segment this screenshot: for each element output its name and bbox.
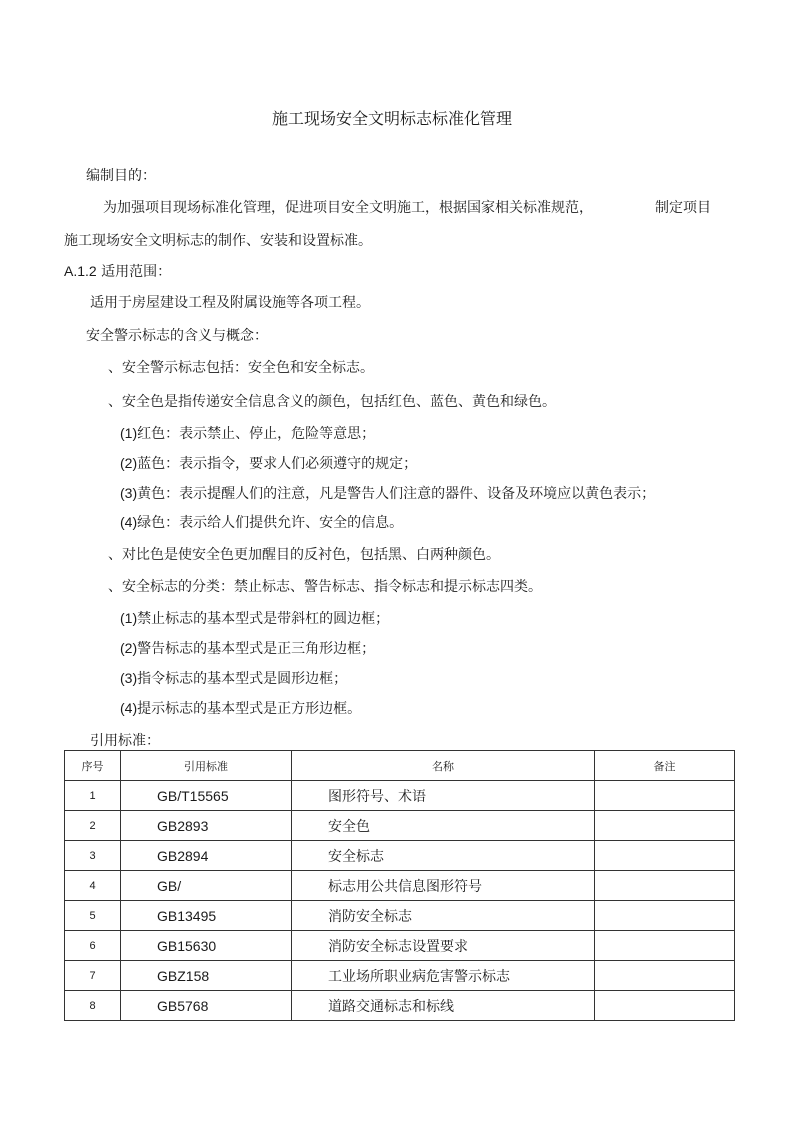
standard-name: 消防安全标志 — [292, 901, 595, 931]
contrast-item: 、对比色是使安全色更加醒目的反衬色，包括黑、白两种颜色。 — [108, 547, 500, 563]
standard-code: GB13495 — [121, 901, 292, 931]
color-item-blue: (2)蓝色：表示指令，要求人们必须遵守的规定； — [120, 455, 418, 472]
shape-item-warning: (2)警告标志的基本型式是正三角形边框； — [120, 640, 376, 657]
document-title: 施工现场安全文明标志标准化管理 — [272, 109, 513, 128]
standard-code: GBZ158 — [121, 961, 292, 991]
remarks-cell — [595, 991, 735, 1021]
standard-code: GB5768 — [121, 991, 292, 1021]
header-name: 名称 — [292, 751, 595, 781]
shape-item-mandatory: (3)指令标志的基本型式是圆形边框； — [120, 670, 348, 687]
table-row — [65, 901, 735, 931]
standard-name: 图形符号、术语 — [292, 781, 595, 811]
purpose-text-line1-end: 制定项目 — [655, 200, 711, 216]
standard-name: 安全标志 — [292, 841, 595, 871]
standard-name: 道路交通标志和标线 — [292, 991, 595, 1021]
remarks-cell — [595, 931, 735, 961]
remarks-cell — [595, 961, 735, 991]
standard-code: GB2893 — [121, 811, 292, 841]
concept-heading: 安全警示标志的含义与概念： — [86, 328, 268, 344]
purpose-text-line2: 施工现场安全文明标志的制作、安装和设置标准。 — [64, 233, 372, 249]
purpose-heading: 编制目的： — [86, 168, 156, 184]
row-index: 8 — [65, 991, 121, 1021]
table-row — [65, 871, 735, 901]
scope-heading-text: 适用范围： — [101, 264, 172, 280]
standard-name: 标志用公共信息图形符号 — [292, 871, 595, 901]
reference-standards-table — [64, 750, 735, 1021]
shape-item-prohibition: (1)禁止标志的基本型式是带斜杠的圆边框； — [120, 610, 390, 627]
table-row — [65, 841, 735, 871]
header-standard: 引用标准 — [121, 751, 292, 781]
row-index: 7 — [65, 961, 121, 991]
standard-code: GB2894 — [121, 841, 292, 871]
scope-heading — [64, 262, 171, 281]
row-index: 3 — [65, 841, 121, 871]
row-index: 6 — [65, 931, 121, 961]
table-header-row — [65, 751, 735, 781]
remarks-cell — [595, 781, 735, 811]
shape-item-information: (4)提示标志的基本型式是正方形边框。 — [120, 700, 362, 717]
scope-number: A.1.2 — [64, 263, 97, 279]
remarks-cell — [595, 901, 735, 931]
scope-text: 适用于房屋建设工程及附属设施等各项工程。 — [90, 295, 370, 311]
row-index: 4 — [65, 871, 121, 901]
purpose-text-line1: 为加强项目现场标准化管理，促进项目安全文明施工，根据国家相关标准规范， — [103, 200, 593, 216]
table-row — [65, 931, 735, 961]
table-row — [65, 991, 735, 1021]
color-item-red: (1)红色：表示禁止、停止，危险等意思； — [120, 425, 376, 442]
header-remarks: 备注 — [595, 751, 735, 781]
row-index: 2 — [65, 811, 121, 841]
standard-code: GB/T15565 — [121, 781, 292, 811]
standard-name: 消防安全标志设置要求 — [292, 931, 595, 961]
header-index: 序号 — [65, 751, 121, 781]
remarks-cell — [595, 811, 735, 841]
row-index: 5 — [65, 901, 121, 931]
standard-code: GB15630 — [121, 931, 292, 961]
standard-code: GB/ — [121, 871, 292, 901]
color-item-green: (4)绿色：表示给人们提供允许、安全的信息。 — [120, 514, 404, 531]
table-row — [65, 961, 735, 991]
standard-name: 安全色 — [292, 811, 595, 841]
remarks-cell — [595, 871, 735, 901]
standard-name: 工业场所职业病危害警示标志 — [292, 961, 595, 991]
remarks-cell — [595, 841, 735, 871]
list-item: 、安全色是指传递安全信息含义的颜色，包括红色、蓝色、黄色和绿色。 — [108, 394, 556, 410]
reference-heading: 引用标准： — [90, 733, 160, 749]
row-index: 1 — [65, 781, 121, 811]
table-row — [65, 811, 735, 841]
table-row — [65, 781, 735, 811]
list-item: 、安全警示标志包括：安全色和安全标志。 — [108, 360, 374, 376]
classification-item: 、安全标志的分类：禁止标志、警告标志、指令标志和提示标志四类。 — [108, 579, 542, 595]
color-item-yellow: (3)黄色：表示提醒人们的注意，凡是警告人们注意的器件、设备及环境应以黄色表示； — [120, 485, 656, 502]
